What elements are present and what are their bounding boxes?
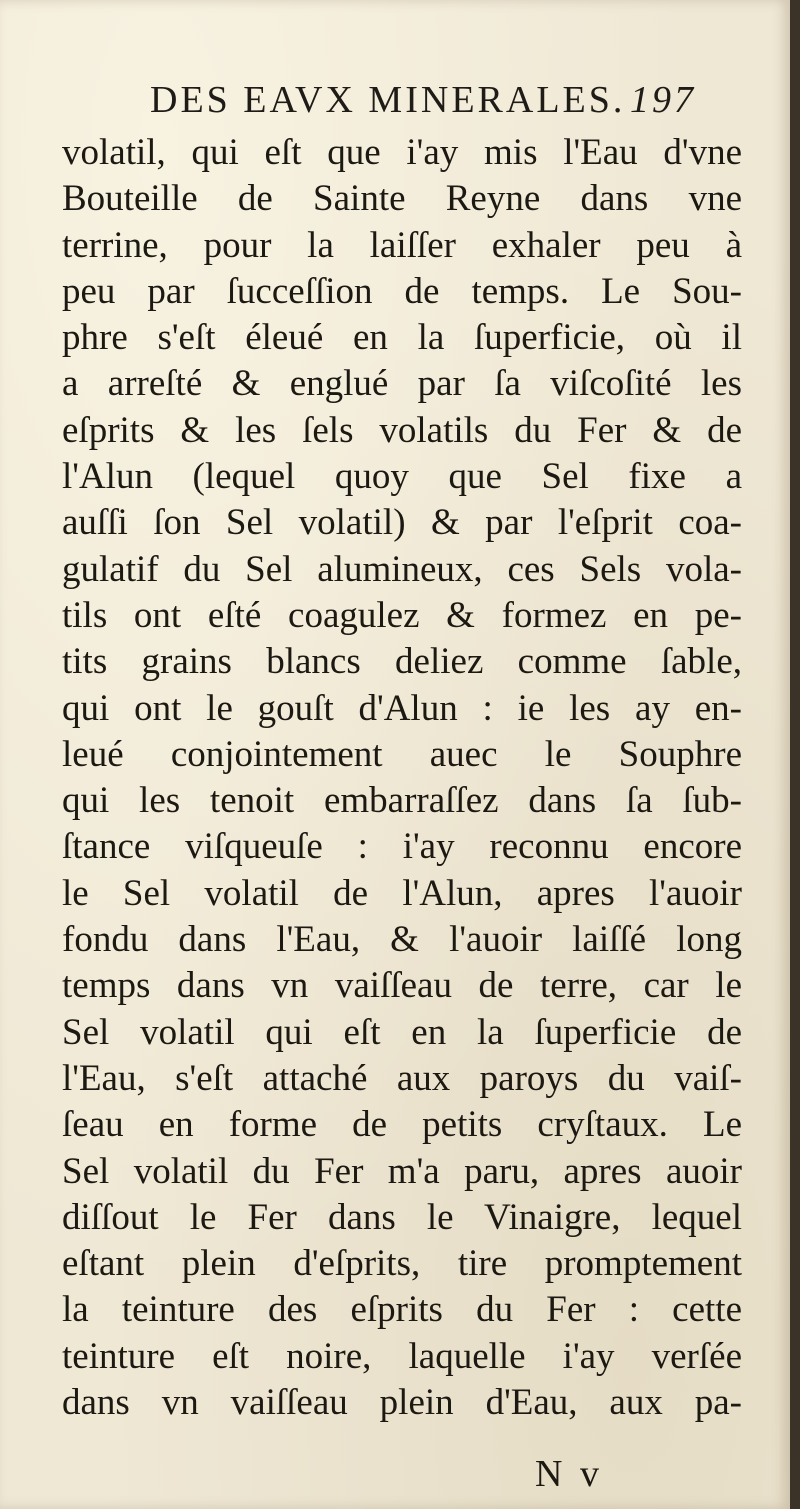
text-line: l'Eau, s'eſt attaché aux paroys du vaiſ- <box>62 1057 742 1099</box>
page-edge-shadow <box>790 0 800 1509</box>
signature-mark: N v <box>535 1453 603 1495</box>
text-line: ſeau en forme de petits cryſtaux. Le <box>62 1104 742 1146</box>
text-line: auſſi ſon Sel volatil) & par l'eſprit coa- <box>62 502 742 544</box>
text-line: eſprits & les ſels volatils du Fer & de <box>62 409 742 451</box>
text-line: Sel volatil qui eſt en la ſuperficie de <box>62 1011 742 1053</box>
text-line: tits grains blancs deliez comme ſable, <box>62 641 742 683</box>
text-line: dans vn vaiſſeau plein d'Eau, aux pa- <box>62 1382 742 1424</box>
text-line: phre s'eſt éleué en la ſuperficie, où il <box>62 317 742 359</box>
text-line: la teinture des eſprits du Fer : cette <box>62 1289 742 1331</box>
text-line: eſtant plein d'eſprits, tire promptement <box>62 1243 742 1285</box>
text-line: fondu dans l'Eau, & l'auoir laiſſé long <box>62 919 742 961</box>
page-header <box>150 78 790 126</box>
text-line: volatil, qui eſt que i'ay mis l'Eau d'vne <box>62 132 742 173</box>
text-line: le Sel volatil de l'Alun, apres l'auoir <box>62 872 742 914</box>
text-line: qui ont le gouſt d'Alun : ie les ay en- <box>62 687 742 729</box>
running-head: DES EAVX MINERALES. <box>150 79 626 121</box>
text-line: qui les tenoit embarraſſez dans ſa ſub- <box>62 780 742 822</box>
page-number: 197 <box>630 79 696 121</box>
text-line: gulatif du Sel alumineux, ces Sels vola- <box>62 548 742 590</box>
text-line: tils ont eſté coagulez & formez en pe- <box>62 594 742 636</box>
text-line: Sel volatil du Fer m'a paru, apres auoir <box>62 1150 742 1192</box>
text-line: l'Alun (lequel quoy que Sel fixe a <box>62 456 742 498</box>
text-line: leué conjointement auec le Souphre <box>62 733 742 775</box>
text-line: peu par ſucceſſion de temps. Le Sou- <box>62 270 742 312</box>
text-line: teinture eſt noire, laquelle i'ay verſée <box>62 1335 742 1377</box>
body-text <box>62 130 742 1426</box>
text-line: Bouteille de Sainte Reyne dans vne <box>62 178 742 220</box>
text-line: diſſout le Fer dans le Vinaigre, lequel <box>62 1196 742 1238</box>
text-line: a arreſté & englué par ſa viſcoſité les <box>62 363 742 405</box>
text-line: temps dans vn vaiſſeau de terre, car le <box>62 965 742 1007</box>
text-line: ſtance viſqueuſe : i'ay reconnu encore <box>62 826 742 868</box>
text-line: terrine, pour la laiſſer exhaler peu à <box>62 224 742 266</box>
